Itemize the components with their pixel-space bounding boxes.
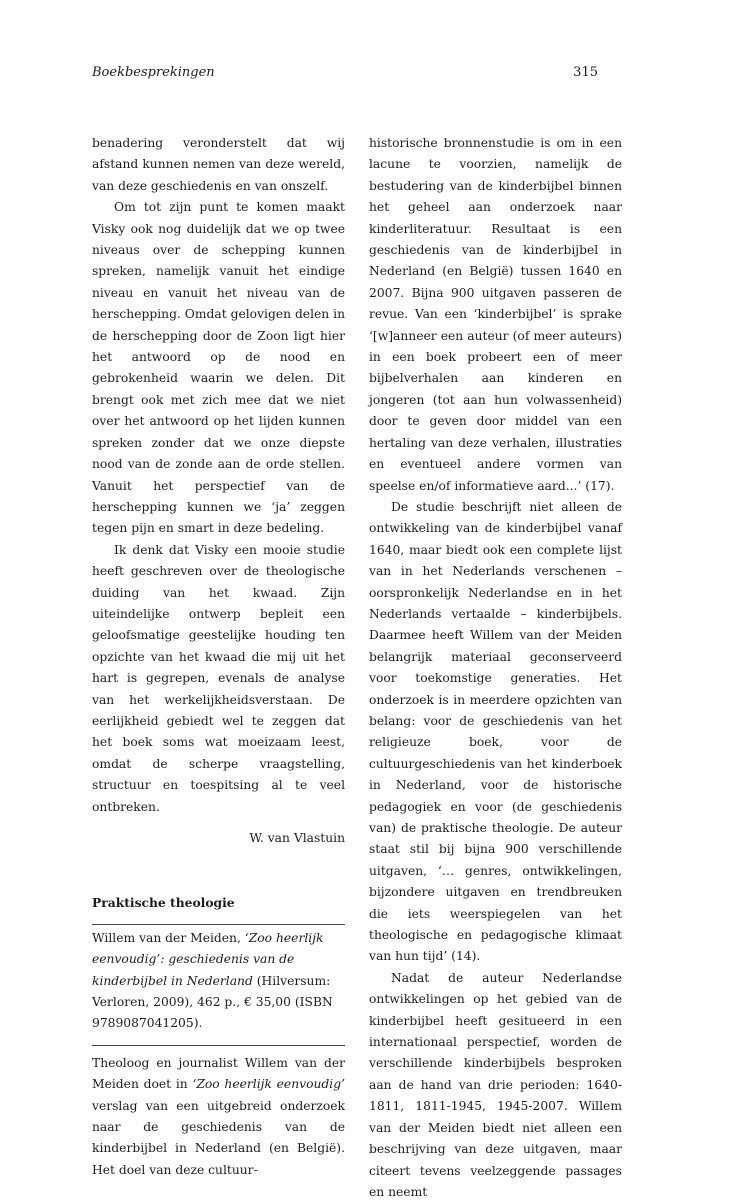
book-details: (Hilversum: Verloren, 2009), 462 p., € 35,00 (ISBN 9789087041205). [92,973,333,1031]
right-column [369,133,622,1203]
review-text: Theoloog en journalist Willem van der Meiden doet in [92,1055,345,1092]
book-author: Willem van der Meiden, [92,930,245,945]
paragraph: benadering veronderstelt dat wij afstand kunnen nemen van deze wereld, van deze geschiedenis en van onszelf. [92,136,345,193]
book-title: ‘Zoo heerlijk eenvoudig’: geschiedenis van de kinderbijbel in Nederland [92,930,324,988]
review-book-title: ‘Zoo heerlijk eenvoudig’ [192,1077,345,1092]
review-text: verslag van een uitgebreid onderzoek naar de geschiedenis van de kinderbijbel in Nederland (en België). Het doel van deze cultuur- [92,1098,345,1177]
paragraph: Ik denk dat Visky een mooie studie heeft geschreven over de theologische duiding van het kwaad. Zijn uiteindelijke ontwerp bepleit een geloofsmatige geestelijke houding ten opzichte van het kwaad die mij uit het hart is gegrepen, evenals de analyse van het werkelijkheidsverstaan. De eerlijkheid gebiedt wel te zeggen dat het boek soms wat moeizaam leest, omdat de scherpe vraagstelling, structuur en toespitsing al te veel ontbreken. [92,542,345,814]
paragraph: Nadat de auteur Nederlandse ontwikkelingen op het gebied van de kinderbijbel heeft gesitueerd in een internationaal perspectief, worden de verschillende kinderbijbels besproken aan de hand van drie perioden: 1640-1811, 1811-1945, 1945-2007. Willem van der Meiden biedt niet alleen een beschrijving van deze uitgaven, maar citeert tevens veelzeggende passages en neemt [369,970,622,1199]
section-heading: Praktische theologie [92,895,235,911]
book-citation [92,928,345,1035]
left-column [92,133,345,1181]
divider [92,924,345,925]
paragraph: Om tot zijn punt te komen maakt Visky ook nog duidelijk dat we op twee niveaus over de schepping kunnen spreken, namelijk vanuit het eindige niveau en vanuit het niveau van de herschepping. Omdat gelovigen delen in de herschepping door de Zoon ligt hier het antwoord op de nood en gebrokenheid waarin we delen. Dit brengt ook met zich mee dat we niet over het antwoord op het lijden kunnen spreken zonder dat we onze diepste nood van de zonde aan de orde stellen. Vanuit het perspectief van de herschepping kunnen we ‘ja’ zeggen tegen pijn en smart in deze bedeling. [92,200,345,536]
review-paragraph [92,1053,345,1181]
reviewer-signature: W. van Vlastuin [249,831,345,845]
section-title: Boekbesprekingen [92,65,215,80]
paragraph: De studie beschrijft niet alleen de ontwikkeling van de kinderbijbel vanaf 1640, maar biedt ook een complete lijst van in het Nederlands verschenen – oorspronkelijk Nederlandse en in het Nederlands vertaalde – kinderbijbels. Daarmee heeft Willem van der Meiden belangrijk materiaal geconserveerd voor toekomstige generaties. Het onderzoek is in meerdere opzichten van belang: voor de geschiedenis van het religieuze boek, voor de cultuurgeschiedenis van het kinderboek in Nederland, voor de historische pedagogiek en voor (de geschiedenis van) de praktische theologie. De auteur staat stil bij bijna 900 verschillende uitgaven, ‘… genres, ontwikkelingen, bijzondere uitgaven en trendbreuken die iets weerspiegelen van het theologische en pedagogische klimaat van hun tijd’ (14). [369,499,622,964]
divider [92,1045,345,1046]
page-number: 315 [573,65,598,80]
paragraph: historische bronnenstudie is om in een lacune te voorzien, namelijk de bestudering van de kinderbijbel binnen het geheel aan onderzoek naar kinderliteratuur. Resultaat is een geschiedenis van de kinderbijbel in Nederland (en België) tussen 1640 en 2007. Bijna 900 uitgaven passeren de revue. Van een ‘kinderbijbel’ is sprake ‘[w]anneer een auteur (of meer auteurs) in een boek probeert een of meer bijbelverhalen aan kinderen en jongeren (tot aan hun volwassenheid) door te geven door middel van een hertaling van deze verhalen, illustraties en eventueel andere vormen van speelse en/of informatieve aard...’ (17). [369,136,622,493]
